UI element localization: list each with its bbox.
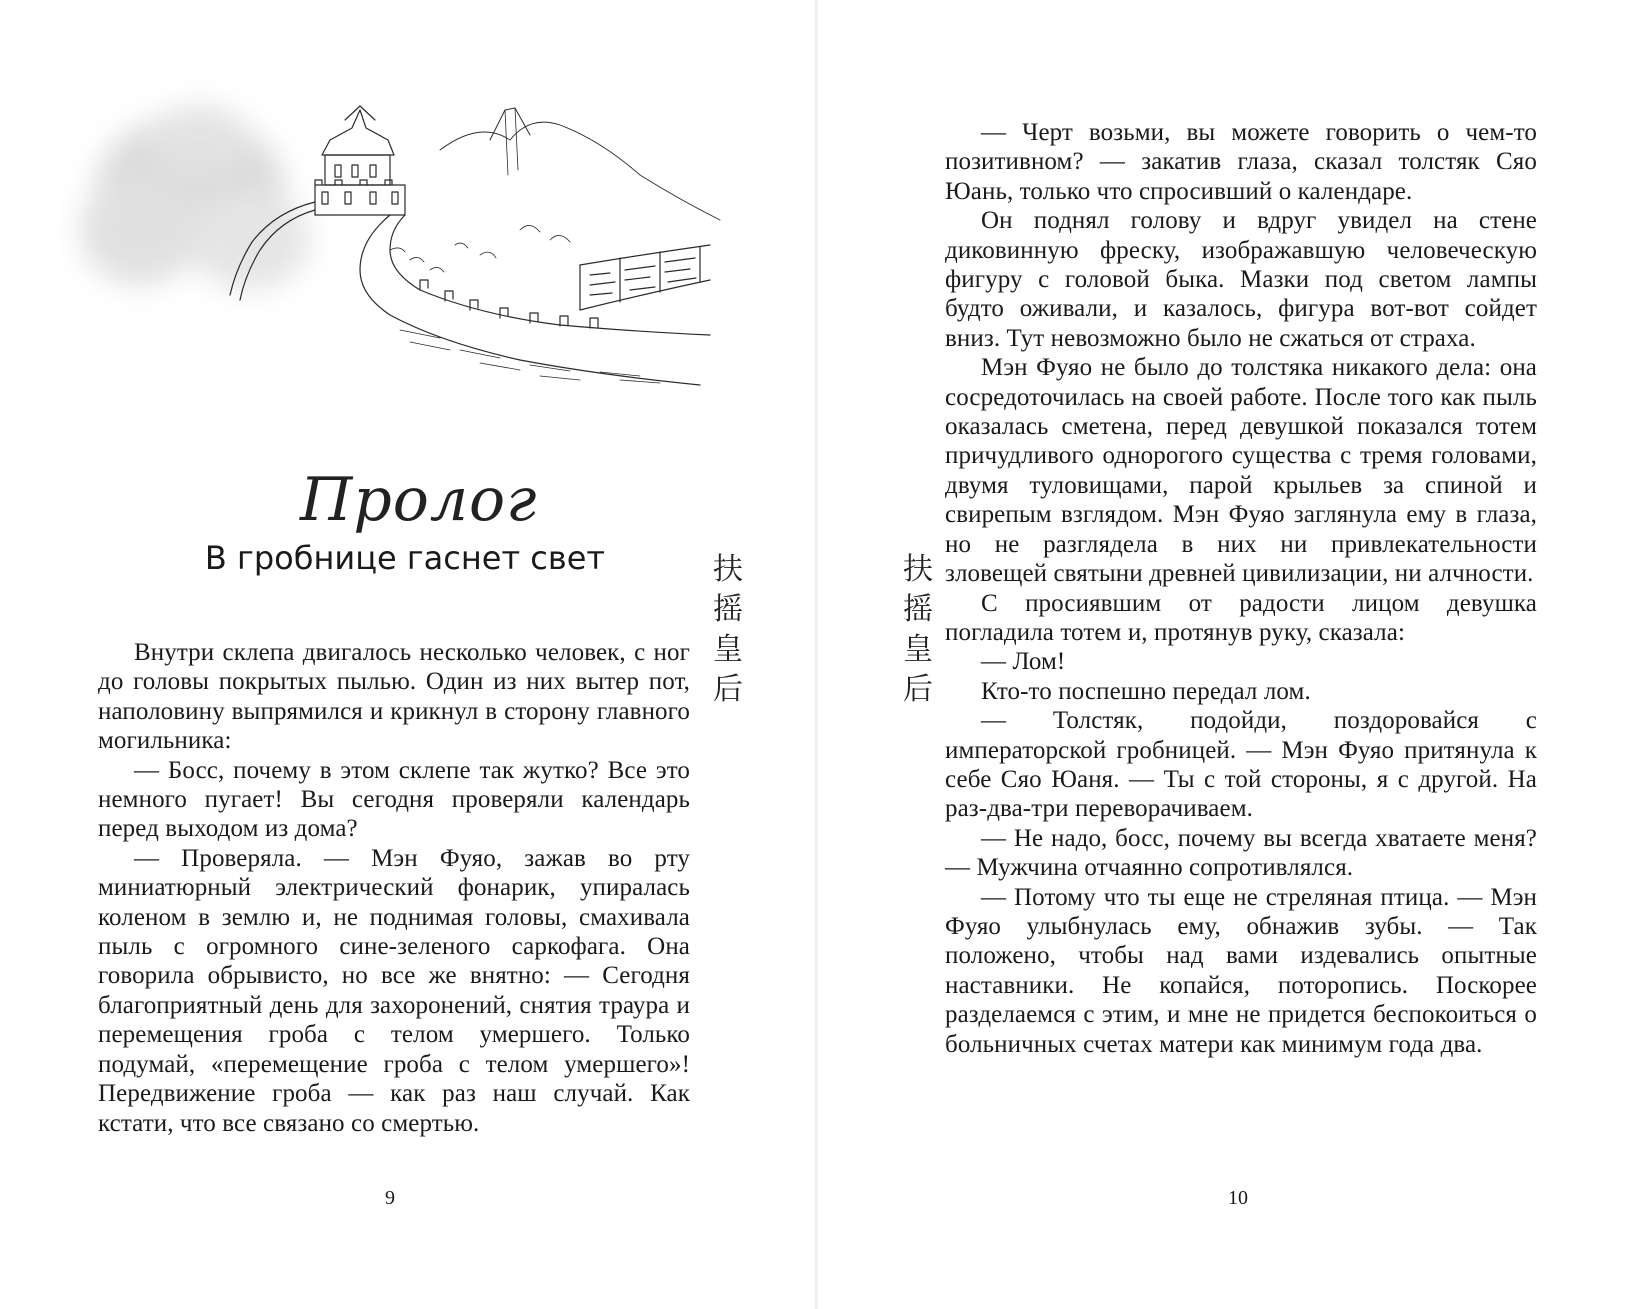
- paragraph: Он поднял голову и вдруг увидел на стене диковинную фреску, изображавшую человеческую фигуру с головой быка. Мазки под светом лампы будто оживали, и казалось, фигура вот-вот сойдет вниз. Тут невозможно было не сжаться от страха.: [945, 207, 1537, 352]
- paragraph: — Лом!: [981, 648, 1066, 676]
- paragraph: Кто-то поспешно передал лом.: [981, 677, 1311, 705]
- paragraph: — Босс, почему в этом склепе так жутко? Все это немного пугает! Вы сегодня проверяли календарь перед выходом из дома?: [98, 756, 690, 843]
- great-wall-illustration: [60, 80, 760, 400]
- page-number-left: 9: [385, 1187, 395, 1209]
- left-body-text: [98, 638, 690, 1138]
- chapter-title: В гробнице гаснет свет: [204, 539, 606, 577]
- paragraph: — Толстяк, подойди, поздоровайся с императорской гробницей. — Мэн Фуяо притянула к себе Сяо Юаня. — Ты с той стороны, я с другой. На раз-два-три переворачиваем.: [945, 707, 1537, 823]
- page-number-right: 10: [1228, 1187, 1248, 1209]
- paragraph: — Потому что ты еще не стреляная птица. — Мэн Фуяо улыбнулась ему, обнажив зубы. — Так положено, чтобы над вами издевались опытные наставники. Не копайся, поторопись. Поскорее разделаемся с этим, и мне не придется беспокоиться о больничных счетах матери как минимум года два.: [945, 883, 1537, 1058]
- right-page: [818, 0, 1630, 1309]
- side-characters-left: 扶摇皇后: [713, 552, 743, 707]
- side-characters-right: 扶摇皇后: [903, 552, 933, 707]
- paragraph: — Не надо, босс, почему вы всегда хватаете меня? — Мужчина отчаянно сопротивлялся.: [945, 824, 1537, 882]
- paragraph: Внутри склепа двигалось несколько человек, с ног до головы покрытых пылью. Один из них вытер пот, наполовину выпрямился и крикнул в сторону главного могильника:: [98, 639, 690, 755]
- paragraph: Мэн Фуяо не было до толстяка никакого дела: она сосредоточилась на своей работе. После того как пыль оказалась сметена, перед девушкой показался тотем причудливого однорогого существа с тремя головами, двумя туловищами, парой крыльев за спиной и свирепым взглядом. Мэн Фуяо заглянула ему в глаза, но не разглядела в них ни привлекательности зловещей святыни древней цивилизации, ни алчности.: [945, 354, 1537, 588]
- chapter-label: Пролог: [300, 465, 538, 535]
- paragraph: С просиявшим от радости лицом девушка погладила тотем и, протянув руку, сказала:: [945, 589, 1537, 646]
- paragraph: — Проверяла. — Мэн Фуяо, зажав во рту миниатюрный электрический фонарик, упиралась коленом в землю и, не поднимая головы, смахивала пыль с огромного сине-зеленого саркофага. Она говорила обрывисто, но все же внятно: — Сегодня благоприятный день для захоронений, снятия траура и перемещения гроба с телом умершего. Только подумай, «перемещение гроба с телом умершего»! Передвижение гроба — как раз наш случай. Как кстати, что все связано со смертью.: [98, 844, 690, 1137]
- right-body-text: [945, 118, 1537, 1059]
- ink-wash-cloud: [80, 105, 310, 290]
- paragraph: — Черт возьми, вы можете говорить о чем-то позитивном? — закатив глаза, сказал толстяк Сяо Юань, только что спросивший о календаре.: [945, 119, 1537, 205]
